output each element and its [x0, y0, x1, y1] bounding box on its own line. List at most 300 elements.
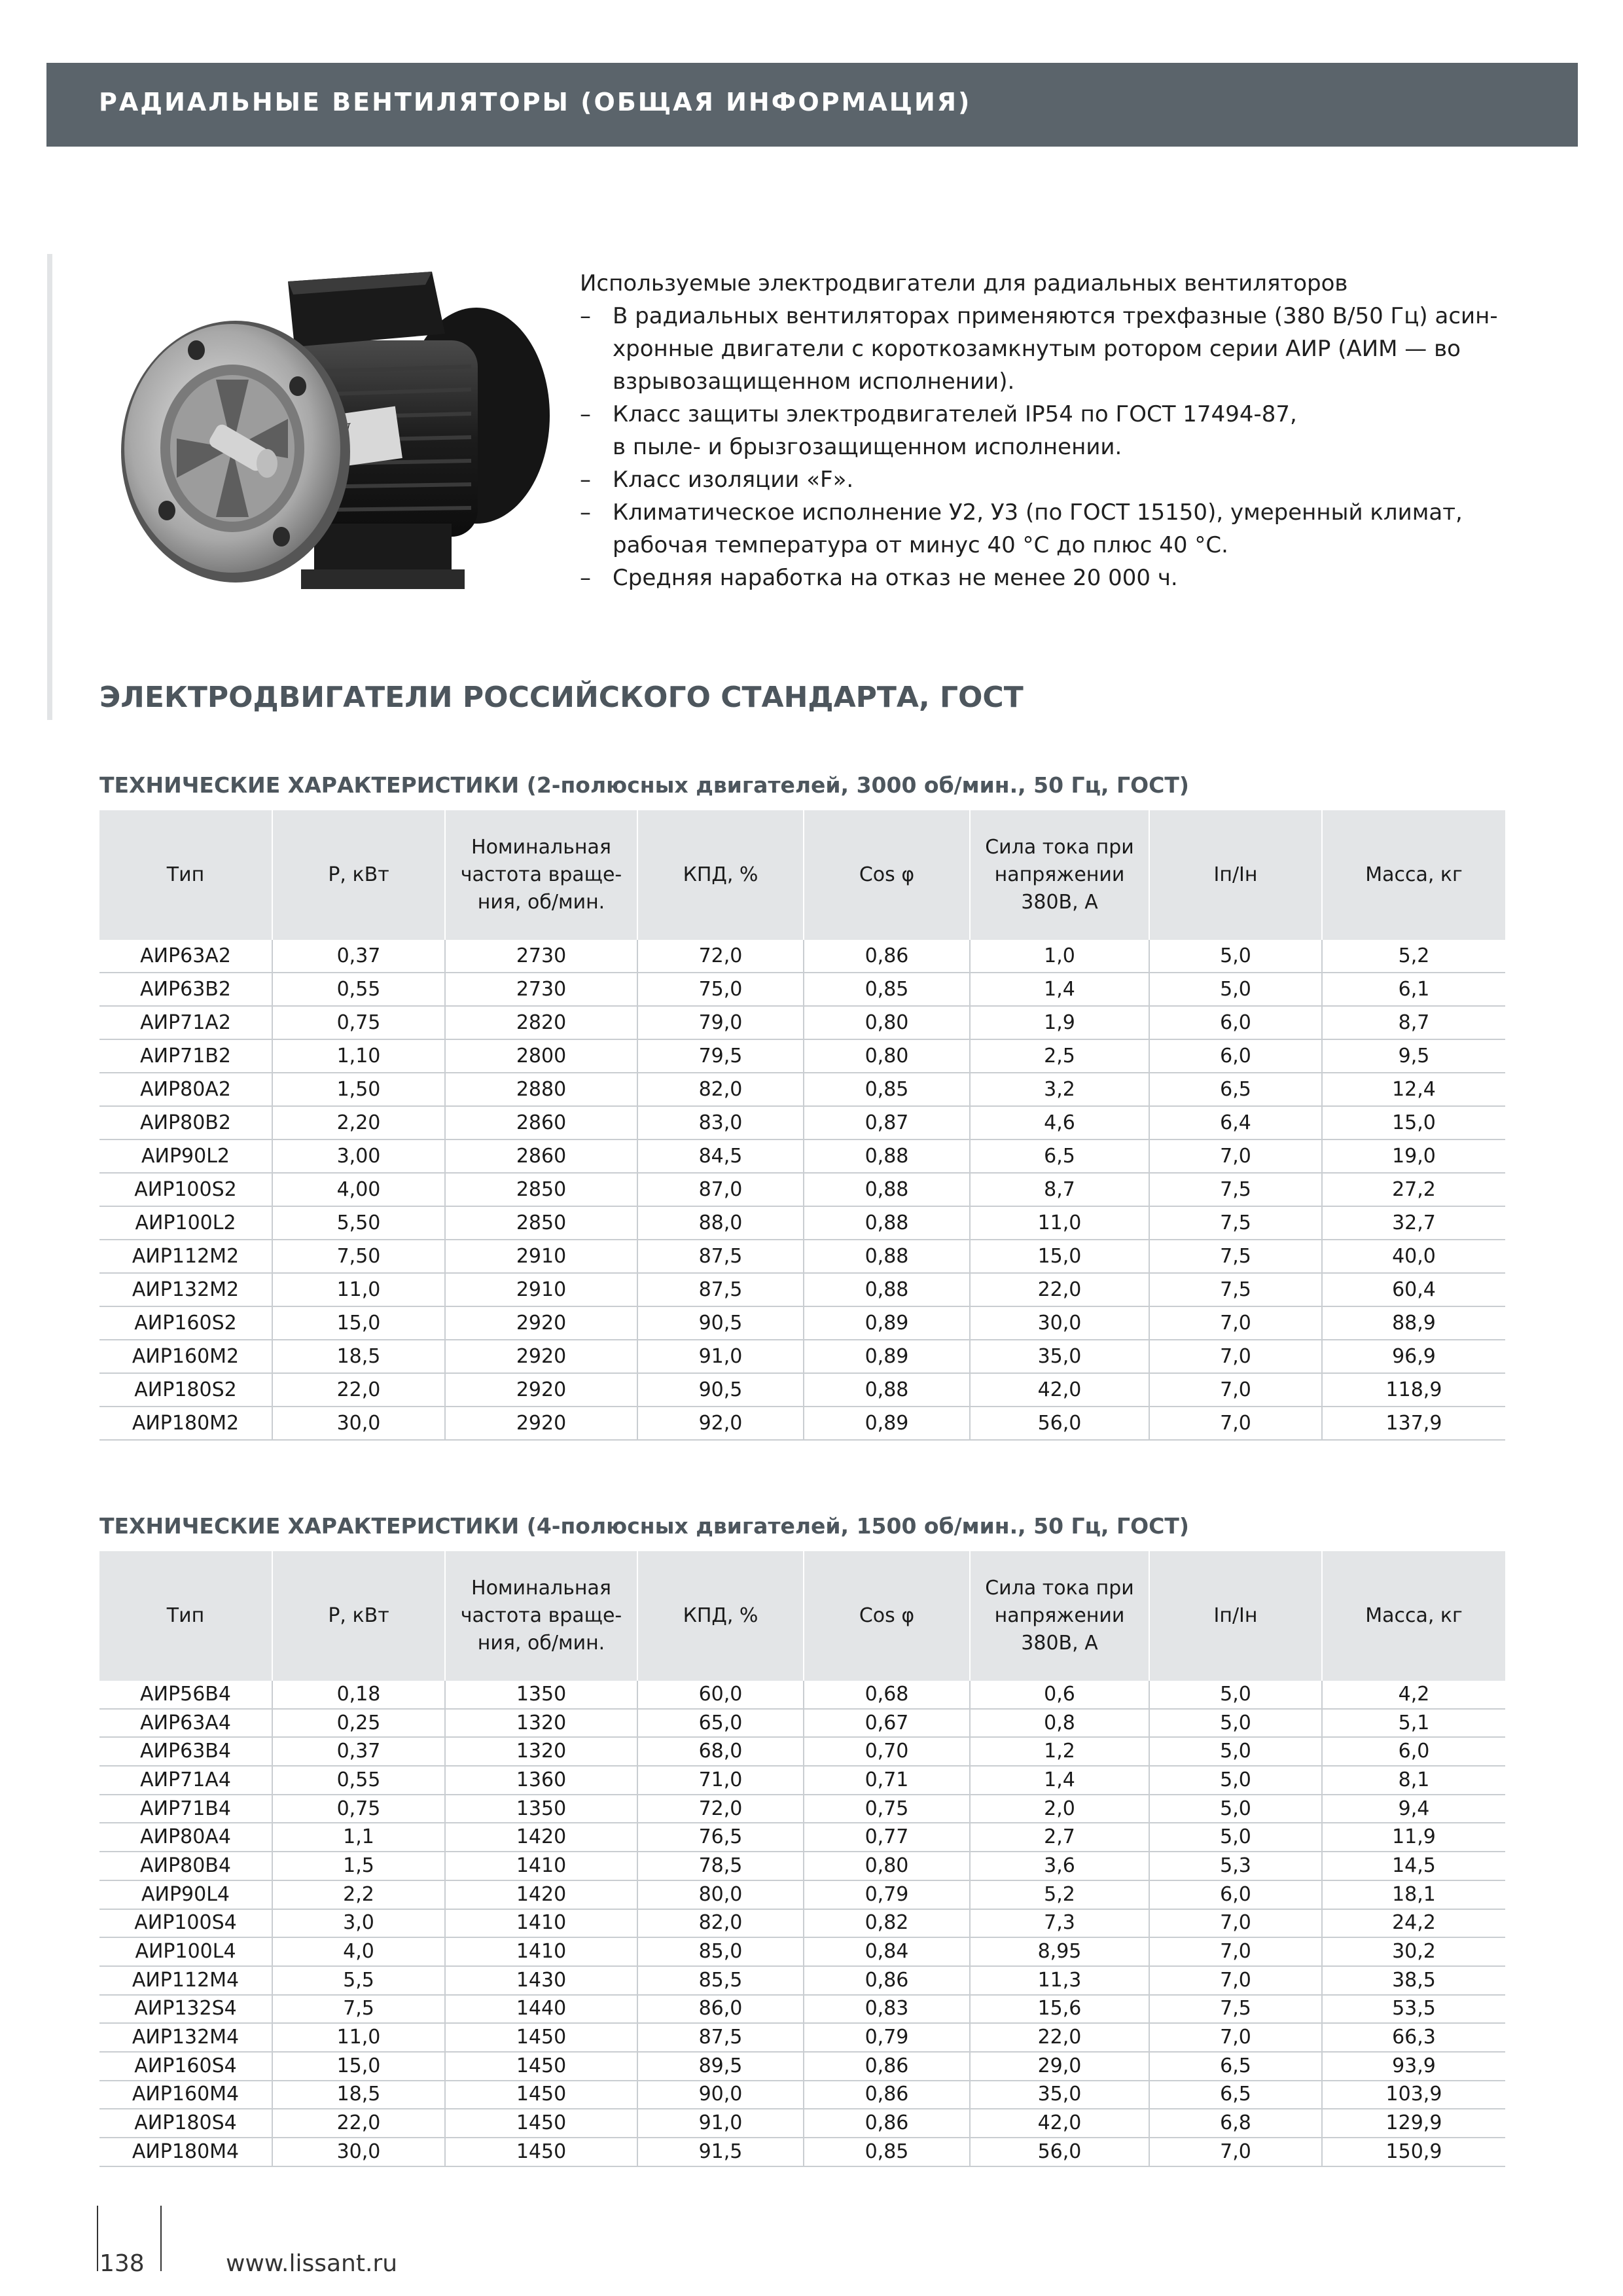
- table-cell: 1430: [445, 1966, 637, 1995]
- column-header: Тип: [99, 810, 272, 940]
- table-cell: 90,5: [637, 1373, 804, 1407]
- table-cell: 2920: [445, 1306, 637, 1340]
- table-row: [99, 2138, 1505, 2166]
- table-cell: АИР63А2: [99, 940, 272, 973]
- table-cell: 7,0: [1149, 2138, 1322, 2166]
- table-cell: 0,86: [804, 2052, 970, 2081]
- table-cell: 0,18: [272, 1681, 445, 1709]
- table2-title-sub: (4-полюсных двигателей, 1500 об/мин., 50 Гц, ГОСТ): [519, 1513, 1189, 1539]
- table-row: [99, 940, 1505, 973]
- table-cell: АИР132М2: [99, 1273, 272, 1306]
- table-row: [99, 1106, 1505, 1139]
- column-header: Сила тока при напряжении 380В, А: [970, 810, 1149, 940]
- table-cell: 5,0: [1149, 1823, 1322, 1852]
- table-cell: 72,0: [637, 940, 804, 973]
- table-cell: 22,0: [272, 1373, 445, 1407]
- table-cell: 0,89: [804, 1306, 970, 1340]
- table-cell: АИР100L2: [99, 1206, 272, 1240]
- table-cell: 0,6: [970, 1681, 1149, 1709]
- table-cell: 22,0: [272, 2109, 445, 2138]
- table-cell: 53,5: [1322, 1995, 1505, 2024]
- table-cell: 8,7: [970, 1173, 1149, 1206]
- table1-title-sub: (2-полюсных двигателей, 3000 об/мин., 50 Гц, ГОСТ): [519, 772, 1189, 798]
- table-row: [99, 1709, 1505, 1738]
- table-cell: 11,0: [272, 2023, 445, 2052]
- table-cell: 0,70: [804, 1737, 970, 1766]
- list-dash: –: [580, 303, 591, 329]
- side-decoration-line: [47, 254, 52, 720]
- table-cell: 4,6: [970, 1106, 1149, 1139]
- table-row: [99, 1909, 1505, 1938]
- column-header: Iп/Iн: [1149, 1551, 1322, 1681]
- table-cell: АИР160S4: [99, 2052, 272, 2081]
- table-cell: 0,88: [804, 1373, 970, 1407]
- table-cell: АИР180М4: [99, 2138, 272, 2166]
- table-cell: 0,86: [804, 2081, 970, 2109]
- table-cell: 7,0: [1149, 1407, 1322, 1440]
- table-cell: 6,0: [1149, 1039, 1322, 1073]
- table-cell: 2920: [445, 1340, 637, 1373]
- table-cell: 8,1: [1322, 1766, 1505, 1795]
- table-cell: 6,0: [1149, 1006, 1322, 1039]
- table-cell: 7,5: [1149, 1173, 1322, 1206]
- list-dash: –: [580, 467, 591, 493]
- intro-line: Класс защиты электродвигателей IP54 по ГОСТ 17494-87,: [613, 401, 1297, 427]
- table-cell: 78,5: [637, 1852, 804, 1880]
- table-cell: 1450: [445, 2138, 637, 2166]
- column-header: Iп/Iн: [1149, 810, 1322, 940]
- table-row: [99, 1795, 1505, 1823]
- table-cell: 5,0: [1149, 1766, 1322, 1795]
- table-cell: 7,5: [1149, 1995, 1322, 2024]
- table-cell: 0,86: [804, 2109, 970, 2138]
- column-header: Сила тока при напряжении 380В, А: [970, 1551, 1149, 1681]
- intro-item: [580, 562, 1509, 594]
- table-cell: 1440: [445, 1995, 637, 2024]
- table-cell: 1,0: [970, 940, 1149, 973]
- table-cell: 0,75: [272, 1795, 445, 1823]
- table-cell: 1410: [445, 1852, 637, 1880]
- table-cell: 12,4: [1322, 1073, 1505, 1106]
- table-cell: 1350: [445, 1681, 637, 1709]
- table-cell: 8,7: [1322, 1006, 1505, 1039]
- table-cell: 2820: [445, 1006, 637, 1039]
- table-cell: АИР160S2: [99, 1306, 272, 1340]
- table-cell: 3,6: [970, 1852, 1149, 1880]
- table-cell: 2860: [445, 1139, 637, 1173]
- table-cell: 1,50: [272, 1073, 445, 1106]
- table-cell: 72,0: [637, 1795, 804, 1823]
- table-row: [99, 1139, 1505, 1173]
- table-cell: 87,5: [637, 1273, 804, 1306]
- table-cell: 7,3: [970, 1909, 1149, 1938]
- table-cell: 2910: [445, 1240, 637, 1273]
- table-cell: 0,8: [970, 1709, 1149, 1738]
- table-cell: 88,0: [637, 1206, 804, 1240]
- table-cell: 0,85: [804, 2138, 970, 2166]
- table-cell: 1450: [445, 2109, 637, 2138]
- section-title: ЭЛЕКТРОДВИГАТЕЛИ РОССИЙСКОГО СТАНДАРТА, ГОСТ: [99, 681, 1024, 714]
- table-cell: 9,4: [1322, 1795, 1505, 1823]
- intro-item: [580, 300, 1509, 398]
- table-cell: 93,9: [1322, 2052, 1505, 2081]
- table-cell: 79,0: [637, 1006, 804, 1039]
- table-cell: АИР90L2: [99, 1139, 272, 1173]
- table-cell: 22,0: [970, 2023, 1149, 2052]
- table-cell: АИР160М4: [99, 2081, 272, 2109]
- intro-list: [580, 300, 1509, 594]
- table-cell: 0,89: [804, 1407, 970, 1440]
- table-cell: 3,0: [272, 1909, 445, 1938]
- table-cell: 2920: [445, 1407, 637, 1440]
- table-cell: 5,0: [1149, 973, 1322, 1006]
- table-cell: 7,5: [1149, 1273, 1322, 1306]
- table-cell: 0,71: [804, 1766, 970, 1795]
- table-cell: 1410: [445, 1937, 637, 1966]
- table-cell: 6,8: [1149, 2109, 1322, 2138]
- table-cell: 19,0: [1322, 1139, 1505, 1173]
- table-cell: АИР90L4: [99, 1880, 272, 1909]
- table-cell: 6,4: [1149, 1106, 1322, 1139]
- table-cell: 90,5: [637, 1306, 804, 1340]
- table-cell: АИР180S4: [99, 2109, 272, 2138]
- table-row: [99, 2023, 1505, 2052]
- intro-heading: Используемые электродвигатели для радиальных вентиляторов: [580, 270, 1348, 296]
- table-cell: 82,0: [637, 1909, 804, 1938]
- table-cell: 7,0: [1149, 2023, 1322, 2052]
- table2: [99, 1551, 1505, 2167]
- table-cell: 18,5: [272, 2081, 445, 2109]
- table-cell: 40,0: [1322, 1240, 1505, 1273]
- table-row: [99, 1995, 1505, 2024]
- table-cell: 5,1: [1322, 1709, 1505, 1738]
- table-cell: 42,0: [970, 1373, 1149, 1407]
- table-cell: 0,88: [804, 1173, 970, 1206]
- table-cell: 5,0: [1149, 940, 1322, 973]
- table1-title: [99, 772, 1189, 798]
- table-cell: 60,0: [637, 1681, 804, 1709]
- footer-divider: [160, 2206, 162, 2271]
- page-number: 138: [99, 2250, 145, 2277]
- table-cell: 9,5: [1322, 1039, 1505, 1073]
- table-cell: 11,0: [970, 1206, 1149, 1240]
- table-cell: 2730: [445, 940, 637, 973]
- table-cell: АИР80А4: [99, 1823, 272, 1852]
- table-cell: 6,5: [1149, 1073, 1322, 1106]
- table2-header-row: [99, 1551, 1505, 1681]
- footer-url: www.lissant.ru: [226, 2250, 398, 2277]
- table-cell: АИР112М4: [99, 1966, 272, 1995]
- table-cell: 82,0: [637, 1073, 804, 1106]
- table-cell: 18,1: [1322, 1880, 1505, 1909]
- table-cell: 5,50: [272, 1206, 445, 1240]
- intro-item: [580, 496, 1509, 562]
- table-cell: 6,0: [1149, 1880, 1322, 1909]
- table-cell: 24,2: [1322, 1909, 1505, 1938]
- table-row: [99, 1240, 1505, 1273]
- column-header: Номинальная частота враще- ния, об/мин.: [445, 810, 637, 940]
- table-cell: 66,3: [1322, 2023, 1505, 2052]
- table-cell: 0,55: [272, 973, 445, 1006]
- table-cell: 1450: [445, 2052, 637, 2081]
- intro-line: Класс изоляции «F».: [613, 467, 854, 493]
- table-cell: 1,10: [272, 1039, 445, 1073]
- table-cell: 79,5: [637, 1039, 804, 1073]
- intro-item: [580, 463, 1509, 496]
- table-cell: 1420: [445, 1823, 637, 1852]
- table-cell: 0,82: [804, 1909, 970, 1938]
- table-row: [99, 1206, 1505, 1240]
- table-cell: 1450: [445, 2023, 637, 2052]
- table-cell: 85,5: [637, 1966, 804, 1995]
- table-cell: 0,67: [804, 1709, 970, 1738]
- table-row: [99, 1966, 1505, 1995]
- table-cell: 2850: [445, 1206, 637, 1240]
- table-cell: 118,9: [1322, 1373, 1505, 1407]
- table-cell: 5,2: [1322, 940, 1505, 973]
- table-row: [99, 1039, 1505, 1073]
- table-row: [99, 1937, 1505, 1966]
- intro-line: Средняя наработка на отказ не менее 20 000 ч.: [613, 565, 1178, 591]
- table-cell: 15,6: [970, 1995, 1149, 2024]
- table-cell: 7,0: [1149, 1340, 1322, 1373]
- table-cell: 5,3: [1149, 1852, 1322, 1880]
- column-header: Масса, кг: [1322, 1551, 1505, 1681]
- table-cell: 6,5: [970, 1139, 1149, 1173]
- table2-title-main: ТЕХНИЧЕСКИЕ ХАРАКТЕРИСТИКИ: [99, 1513, 520, 1539]
- table-cell: 4,0: [272, 1937, 445, 1966]
- table-cell: 0,75: [272, 1006, 445, 1039]
- table-cell: 6,5: [1149, 2052, 1322, 2081]
- table-cell: 150,9: [1322, 2138, 1505, 2166]
- table-cell: 56,0: [970, 1407, 1149, 1440]
- table-cell: 27,2: [1322, 1173, 1505, 1206]
- table-cell: 76,5: [637, 1823, 804, 1852]
- table-cell: 84,5: [637, 1139, 804, 1173]
- intro-line: хронные двигатели с короткозамкнутым ротором серии АИР (АИМ — во: [613, 336, 1461, 362]
- table-cell: 0,86: [804, 1966, 970, 1995]
- table-cell: 35,0: [970, 2081, 1149, 2109]
- table-cell: 92,0: [637, 1407, 804, 1440]
- table1-header-row: [99, 810, 1505, 940]
- table-cell: 137,9: [1322, 1407, 1505, 1440]
- table-cell: 6,5: [1149, 2081, 1322, 2109]
- column-header: Р, кВт: [272, 810, 445, 940]
- table-cell: 2880: [445, 1073, 637, 1106]
- table-row: [99, 1373, 1505, 1407]
- table-cell: 75,0: [637, 973, 804, 1006]
- table-cell: 2800: [445, 1039, 637, 1073]
- table-cell: 0,80: [804, 1006, 970, 1039]
- table-cell: АИР112М2: [99, 1240, 272, 1273]
- table-cell: 1410: [445, 1909, 637, 1938]
- table-cell: 83,0: [637, 1106, 804, 1139]
- table-cell: 1420: [445, 1880, 637, 1909]
- table-cell: 5,0: [1149, 1681, 1322, 1709]
- table-cell: 7,5: [1149, 1206, 1322, 1240]
- table-cell: 6,1: [1322, 973, 1505, 1006]
- table-row: [99, 2052, 1505, 2081]
- table-cell: 0,87: [804, 1106, 970, 1139]
- table-cell: 0,85: [804, 973, 970, 1006]
- table-row: [99, 973, 1505, 1006]
- table-cell: 60,4: [1322, 1273, 1505, 1306]
- table2-title: [99, 1513, 1189, 1539]
- table-cell: 1320: [445, 1709, 637, 1738]
- table-cell: 2,5: [970, 1039, 1149, 1073]
- table-cell: 7,5: [272, 1995, 445, 2024]
- column-header: Cos φ: [804, 810, 970, 940]
- table-cell: 35,0: [970, 1340, 1149, 1373]
- table-cell: 1,9: [970, 1006, 1149, 1039]
- table-cell: 5,5: [272, 1966, 445, 1995]
- table-cell: 0,25: [272, 1709, 445, 1738]
- table-cell: 15,0: [272, 1306, 445, 1340]
- table-cell: 0,83: [804, 1995, 970, 2024]
- table-cell: 7,0: [1149, 1909, 1322, 1938]
- table-cell: 56,0: [970, 2138, 1149, 2166]
- intro-text: [580, 267, 1509, 594]
- table-cell: 0,80: [804, 1852, 970, 1880]
- table-cell: 1360: [445, 1766, 637, 1795]
- table-row: [99, 1073, 1505, 1106]
- table-cell: 5,0: [1149, 1709, 1322, 1738]
- table-cell: АИР80В4: [99, 1852, 272, 1880]
- column-header: КПД, %: [637, 810, 804, 940]
- table-cell: 11,3: [970, 1966, 1149, 1995]
- table-cell: 22,0: [970, 1273, 1149, 1306]
- page-title: РАДИАЛЬНЫЕ ВЕНТИЛЯТОРЫ (ОБЩАЯ ИНФОРМАЦИЯ): [99, 88, 972, 117]
- table-row: [99, 1273, 1505, 1306]
- table-cell: 15,0: [970, 1240, 1149, 1273]
- table-cell: 7,50: [272, 1240, 445, 1273]
- column-header: Cos φ: [804, 1551, 970, 1681]
- table-cell: 0,79: [804, 2023, 970, 2052]
- table-row: [99, 1306, 1505, 1340]
- table-cell: 1,5: [272, 1852, 445, 1880]
- table-cell: 5,2: [970, 1880, 1149, 1909]
- table-cell: 15,0: [1322, 1106, 1505, 1139]
- table-cell: АИР160М2: [99, 1340, 272, 1373]
- table-cell: 11,0: [272, 1273, 445, 1306]
- table-cell: 2,20: [272, 1106, 445, 1139]
- table-cell: АИР100L4: [99, 1937, 272, 1966]
- table-cell: 85,0: [637, 1937, 804, 1966]
- table-cell: 3,2: [970, 1073, 1149, 1106]
- table-cell: 30,0: [970, 1306, 1149, 1340]
- table-cell: АИР180S2: [99, 1373, 272, 1407]
- table-cell: АИР100S4: [99, 1909, 272, 1938]
- table-cell: АИР71В2: [99, 1039, 272, 1073]
- table-cell: АИР132М4: [99, 2023, 272, 2052]
- table-cell: 90,0: [637, 2081, 804, 2109]
- table-cell: 30,0: [272, 1407, 445, 1440]
- table-row: [99, 1173, 1505, 1206]
- table1-title-main: ТЕХНИЧЕСКИЕ ХАРАКТЕРИСТИКИ: [99, 772, 520, 798]
- table-cell: 6,0: [1322, 1737, 1505, 1766]
- list-dash: –: [580, 499, 591, 526]
- table-cell: 0,55: [272, 1766, 445, 1795]
- table-cell: 65,0: [637, 1709, 804, 1738]
- table-cell: АИР100S2: [99, 1173, 272, 1206]
- table-cell: 0,77: [804, 1823, 970, 1852]
- table-row: [99, 1407, 1505, 1440]
- table-cell: 1,1: [272, 1823, 445, 1852]
- table-cell: 1450: [445, 2081, 637, 2109]
- table-cell: АИР132S4: [99, 1995, 272, 2024]
- table-row: [99, 2109, 1505, 2138]
- table-cell: 1,4: [970, 1766, 1149, 1795]
- table-cell: 96,9: [1322, 1340, 1505, 1373]
- table-cell: 1350: [445, 1795, 637, 1823]
- table-cell: 1,2: [970, 1737, 1149, 1766]
- table-cell: 91,0: [637, 2109, 804, 2138]
- list-dash: –: [580, 401, 591, 427]
- motor-photo: [118, 262, 563, 628]
- table-cell: 14,5: [1322, 1852, 1505, 1880]
- table-row: [99, 1737, 1505, 1766]
- table-cell: 86,0: [637, 1995, 804, 2024]
- table-cell: 68,0: [637, 1737, 804, 1766]
- table-row: [99, 1880, 1505, 1909]
- table-cell: 7,0: [1149, 1937, 1322, 1966]
- table-row: [99, 1823, 1505, 1852]
- table-cell: 0,68: [804, 1681, 970, 1709]
- column-header: Номинальная частота враще- ния, об/мин.: [445, 1551, 637, 1681]
- table-cell: 1320: [445, 1737, 637, 1766]
- table-cell: 2910: [445, 1273, 637, 1306]
- table-cell: АИР80А2: [99, 1073, 272, 1106]
- table-cell: АИР56В4: [99, 1681, 272, 1709]
- header-bar: [46, 63, 1578, 147]
- table-row: [99, 2081, 1505, 2109]
- table-cell: 0,84: [804, 1937, 970, 1966]
- table-cell: 71,0: [637, 1766, 804, 1795]
- table-cell: 0,80: [804, 1039, 970, 1073]
- table-cell: 32,7: [1322, 1206, 1505, 1240]
- table-cell: 91,5: [637, 2138, 804, 2166]
- intro-line: рабочая температура от минус 40 °С до плюс 40 °С.: [613, 532, 1228, 558]
- table-cell: 88,9: [1322, 1306, 1505, 1340]
- table-cell: 87,5: [637, 2023, 804, 2052]
- table-cell: 1,4: [970, 973, 1149, 1006]
- table-cell: 5,0: [1149, 1795, 1322, 1823]
- table-cell: 0,37: [272, 940, 445, 973]
- table-cell: АИР71А4: [99, 1766, 272, 1795]
- table-cell: 15,0: [272, 2052, 445, 2081]
- table-cell: 91,0: [637, 1340, 804, 1373]
- table-cell: 7,0: [1149, 1373, 1322, 1407]
- list-dash: –: [580, 565, 591, 591]
- table-cell: 129,9: [1322, 2109, 1505, 2138]
- table-cell: 2,0: [970, 1795, 1149, 1823]
- table-cell: 103,9: [1322, 2081, 1505, 2109]
- table-cell: 18,5: [272, 1340, 445, 1373]
- table-cell: АИР63А4: [99, 1709, 272, 1738]
- table-row: [99, 1340, 1505, 1373]
- column-header: КПД, %: [637, 1551, 804, 1681]
- footer-left-rule: [97, 2206, 98, 2271]
- table-cell: 80,0: [637, 1880, 804, 1909]
- table-cell: 7,5: [1149, 1240, 1322, 1273]
- table-cell: 2920: [445, 1373, 637, 1407]
- table-cell: 0,85: [804, 1073, 970, 1106]
- table-cell: 0,37: [272, 1737, 445, 1766]
- intro-item: [580, 398, 1509, 463]
- table-cell: 42,0: [970, 2109, 1149, 2138]
- table-cell: 5,0: [1149, 1737, 1322, 1766]
- table-cell: АИР63В4: [99, 1737, 272, 1766]
